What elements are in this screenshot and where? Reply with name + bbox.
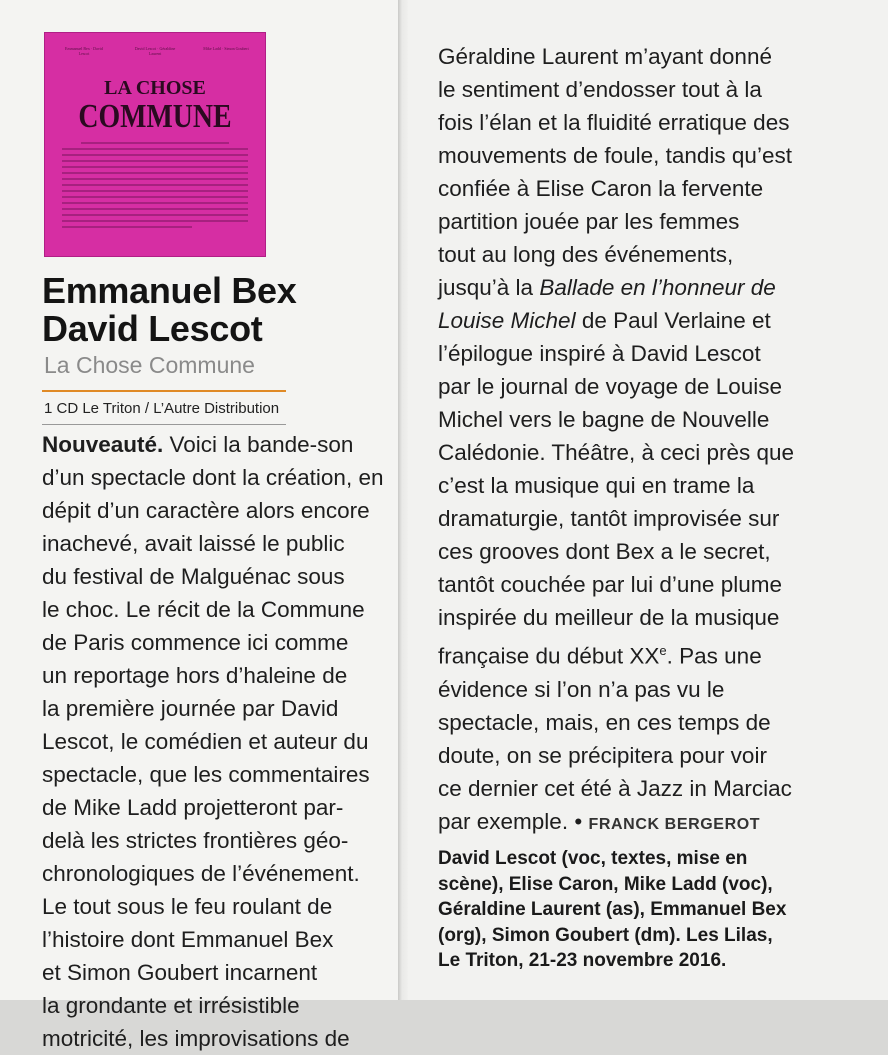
text-line: Calédonie. Théâtre, à ceci près que bbox=[438, 440, 795, 465]
album-title: La Chose Commune bbox=[44, 352, 255, 378]
text-line: d’un spectacle dont la création, en bbox=[42, 465, 384, 490]
text-line: du festival de Malguénac sous bbox=[42, 564, 345, 589]
text-line bbox=[42, 428, 383, 461]
text-line: le choc. Le récit de la Commune bbox=[42, 597, 365, 622]
cover-text-line bbox=[81, 142, 230, 144]
cover-text-line bbox=[62, 190, 248, 192]
cover-text-line bbox=[62, 172, 248, 174]
album-cover bbox=[44, 32, 266, 257]
text-line: la grondante et irrésistible bbox=[42, 993, 300, 1018]
text-line: fois l’élan et la fluidité erratique des bbox=[438, 110, 790, 135]
cover-title-top: LA CHOSE bbox=[104, 77, 206, 99]
text-line: delà les strictes frontières géo- bbox=[42, 828, 349, 853]
text-line bbox=[438, 634, 794, 673]
text-line: le sentiment d’endosser tout à la bbox=[438, 77, 762, 102]
text-line: Michel vers le bagne de Nouvelle bbox=[438, 407, 770, 432]
text-line: inachevé, avait laissé le public bbox=[42, 531, 345, 556]
review-left-column bbox=[42, 428, 383, 1055]
text-line: un reportage hors d’haleine de bbox=[42, 663, 348, 688]
cover-credit: David Lescot · Géraldine Laurent bbox=[134, 46, 176, 56]
text-line: de Paris commence ici comme bbox=[42, 630, 349, 655]
text-fragment: jusqu’à la bbox=[438, 275, 540, 300]
lead-word: Nouveauté. bbox=[42, 432, 164, 457]
text-line: partition jouée par les femmes bbox=[438, 209, 740, 234]
credits-line: scène), Elise Caron, Mike Ladd (voc), bbox=[438, 873, 773, 895]
cover-text-line bbox=[62, 160, 248, 162]
text-line: tout au long des événements, bbox=[438, 242, 734, 267]
review-right-column bbox=[438, 40, 794, 841]
cover-text-line bbox=[62, 148, 248, 150]
cover-text-line bbox=[62, 220, 248, 222]
label-rule bbox=[42, 424, 286, 425]
text-line: Géraldine Laurent m’ayant donné bbox=[438, 44, 772, 69]
credits-line: Géraldine Laurent (as), Emmanuel Bex bbox=[438, 899, 787, 920]
cover-credit: Emmanuel Bex · David Lescot bbox=[65, 46, 103, 56]
text-line: l’épilogue inspiré à David Lescot bbox=[438, 341, 761, 366]
text-line: ces grooves dont Bex a le secret, bbox=[438, 539, 771, 564]
text-line: dramaturgie, tantôt improvisée sur bbox=[438, 506, 780, 531]
text-line: motricité, les improvisations de bbox=[42, 1026, 350, 1051]
cover-credit: Mike Ladd · Simon Goubert bbox=[203, 46, 249, 51]
text-fragment: . Pas une bbox=[666, 643, 762, 669]
text-line: doute, on se précipitera pour voir bbox=[438, 742, 767, 768]
artist-name: David Lescot bbox=[42, 308, 263, 349]
credits-line: David Lescot (voc, textes, mise en bbox=[438, 848, 748, 869]
text-line: ce dernier cet été à Jazz in Marciac bbox=[438, 775, 792, 801]
text-fragment: Voici la bande-son bbox=[163, 432, 354, 457]
cover-text-line bbox=[62, 202, 248, 204]
performance-credits bbox=[438, 846, 786, 974]
credits-line: Le Triton, 21-23 novembre 2016. bbox=[438, 950, 727, 971]
work-title: Ballade en l’honneur de bbox=[539, 275, 776, 300]
work-title: Louise Michel bbox=[438, 308, 576, 333]
text-fragment: de Paul Verlaine et bbox=[575, 308, 771, 333]
text-line bbox=[438, 805, 794, 841]
text-line bbox=[438, 271, 794, 304]
text-line: l’histoire dont Emmanuel Bex bbox=[42, 927, 334, 952]
text-line: confiée à Elise Caron la fervente bbox=[438, 176, 764, 201]
cover-text-line bbox=[62, 208, 248, 210]
title-rule bbox=[42, 390, 286, 392]
author-byline: FRANCK BERGEROT bbox=[588, 815, 761, 833]
artist-name: Emmanuel Bex bbox=[42, 270, 297, 311]
cover-text-line bbox=[62, 184, 248, 186]
cover-credits bbox=[60, 46, 250, 56]
bullet: • bbox=[574, 808, 583, 834]
page-gutter bbox=[398, 0, 408, 1000]
text-line bbox=[438, 304, 794, 337]
cover-text-line bbox=[62, 178, 248, 180]
text-line: spectacle, mais, en ces temps de bbox=[438, 709, 771, 735]
text-line: chronologiques de l’événement. bbox=[42, 861, 360, 886]
text-line: la première journée par David bbox=[42, 696, 339, 721]
text-line: par le journal de voyage de Louise bbox=[438, 374, 782, 399]
text-line: c’est la musique qui en trame la bbox=[438, 473, 755, 498]
superscript: e bbox=[659, 643, 667, 658]
text-line: dépit d’un caractère alors encore bbox=[42, 498, 370, 523]
text-line: évidence si l’on n’a pas vu le bbox=[438, 676, 725, 702]
text-fragment: française du début XX bbox=[438, 643, 660, 669]
text-line: de Mike Ladd projetteront par- bbox=[42, 795, 344, 820]
cover-text-line bbox=[62, 166, 248, 168]
cover-text-line bbox=[62, 226, 192, 228]
release-label: 1 CD Le Triton / L’Autre Distribution bbox=[44, 400, 280, 417]
text-line: inspirée du meilleur de la musique bbox=[438, 605, 780, 630]
text-line: spectacle, que les commentaires bbox=[42, 762, 370, 787]
cover-title-main: COMMUNE bbox=[78, 98, 232, 135]
cover-text-line bbox=[62, 154, 248, 156]
text-line: tantôt couchée par lui d’une plume bbox=[438, 572, 782, 597]
text-line: Le tout sous le feu roulant de bbox=[42, 894, 333, 919]
text-line: Lescot, le comédien et auteur du bbox=[42, 729, 369, 754]
text-line: et Simon Goubert incarnent bbox=[42, 960, 318, 985]
cover-text-line bbox=[62, 214, 248, 216]
credits-line: (org), Simon Goubert (dm). Les Lilas, bbox=[438, 924, 773, 946]
cover-text-block bbox=[62, 142, 248, 239]
text-fragment: par exemple. bbox=[438, 808, 575, 834]
text-line: mouvements de foule, tandis qu’est bbox=[438, 143, 792, 168]
cover-text-line bbox=[62, 196, 248, 198]
